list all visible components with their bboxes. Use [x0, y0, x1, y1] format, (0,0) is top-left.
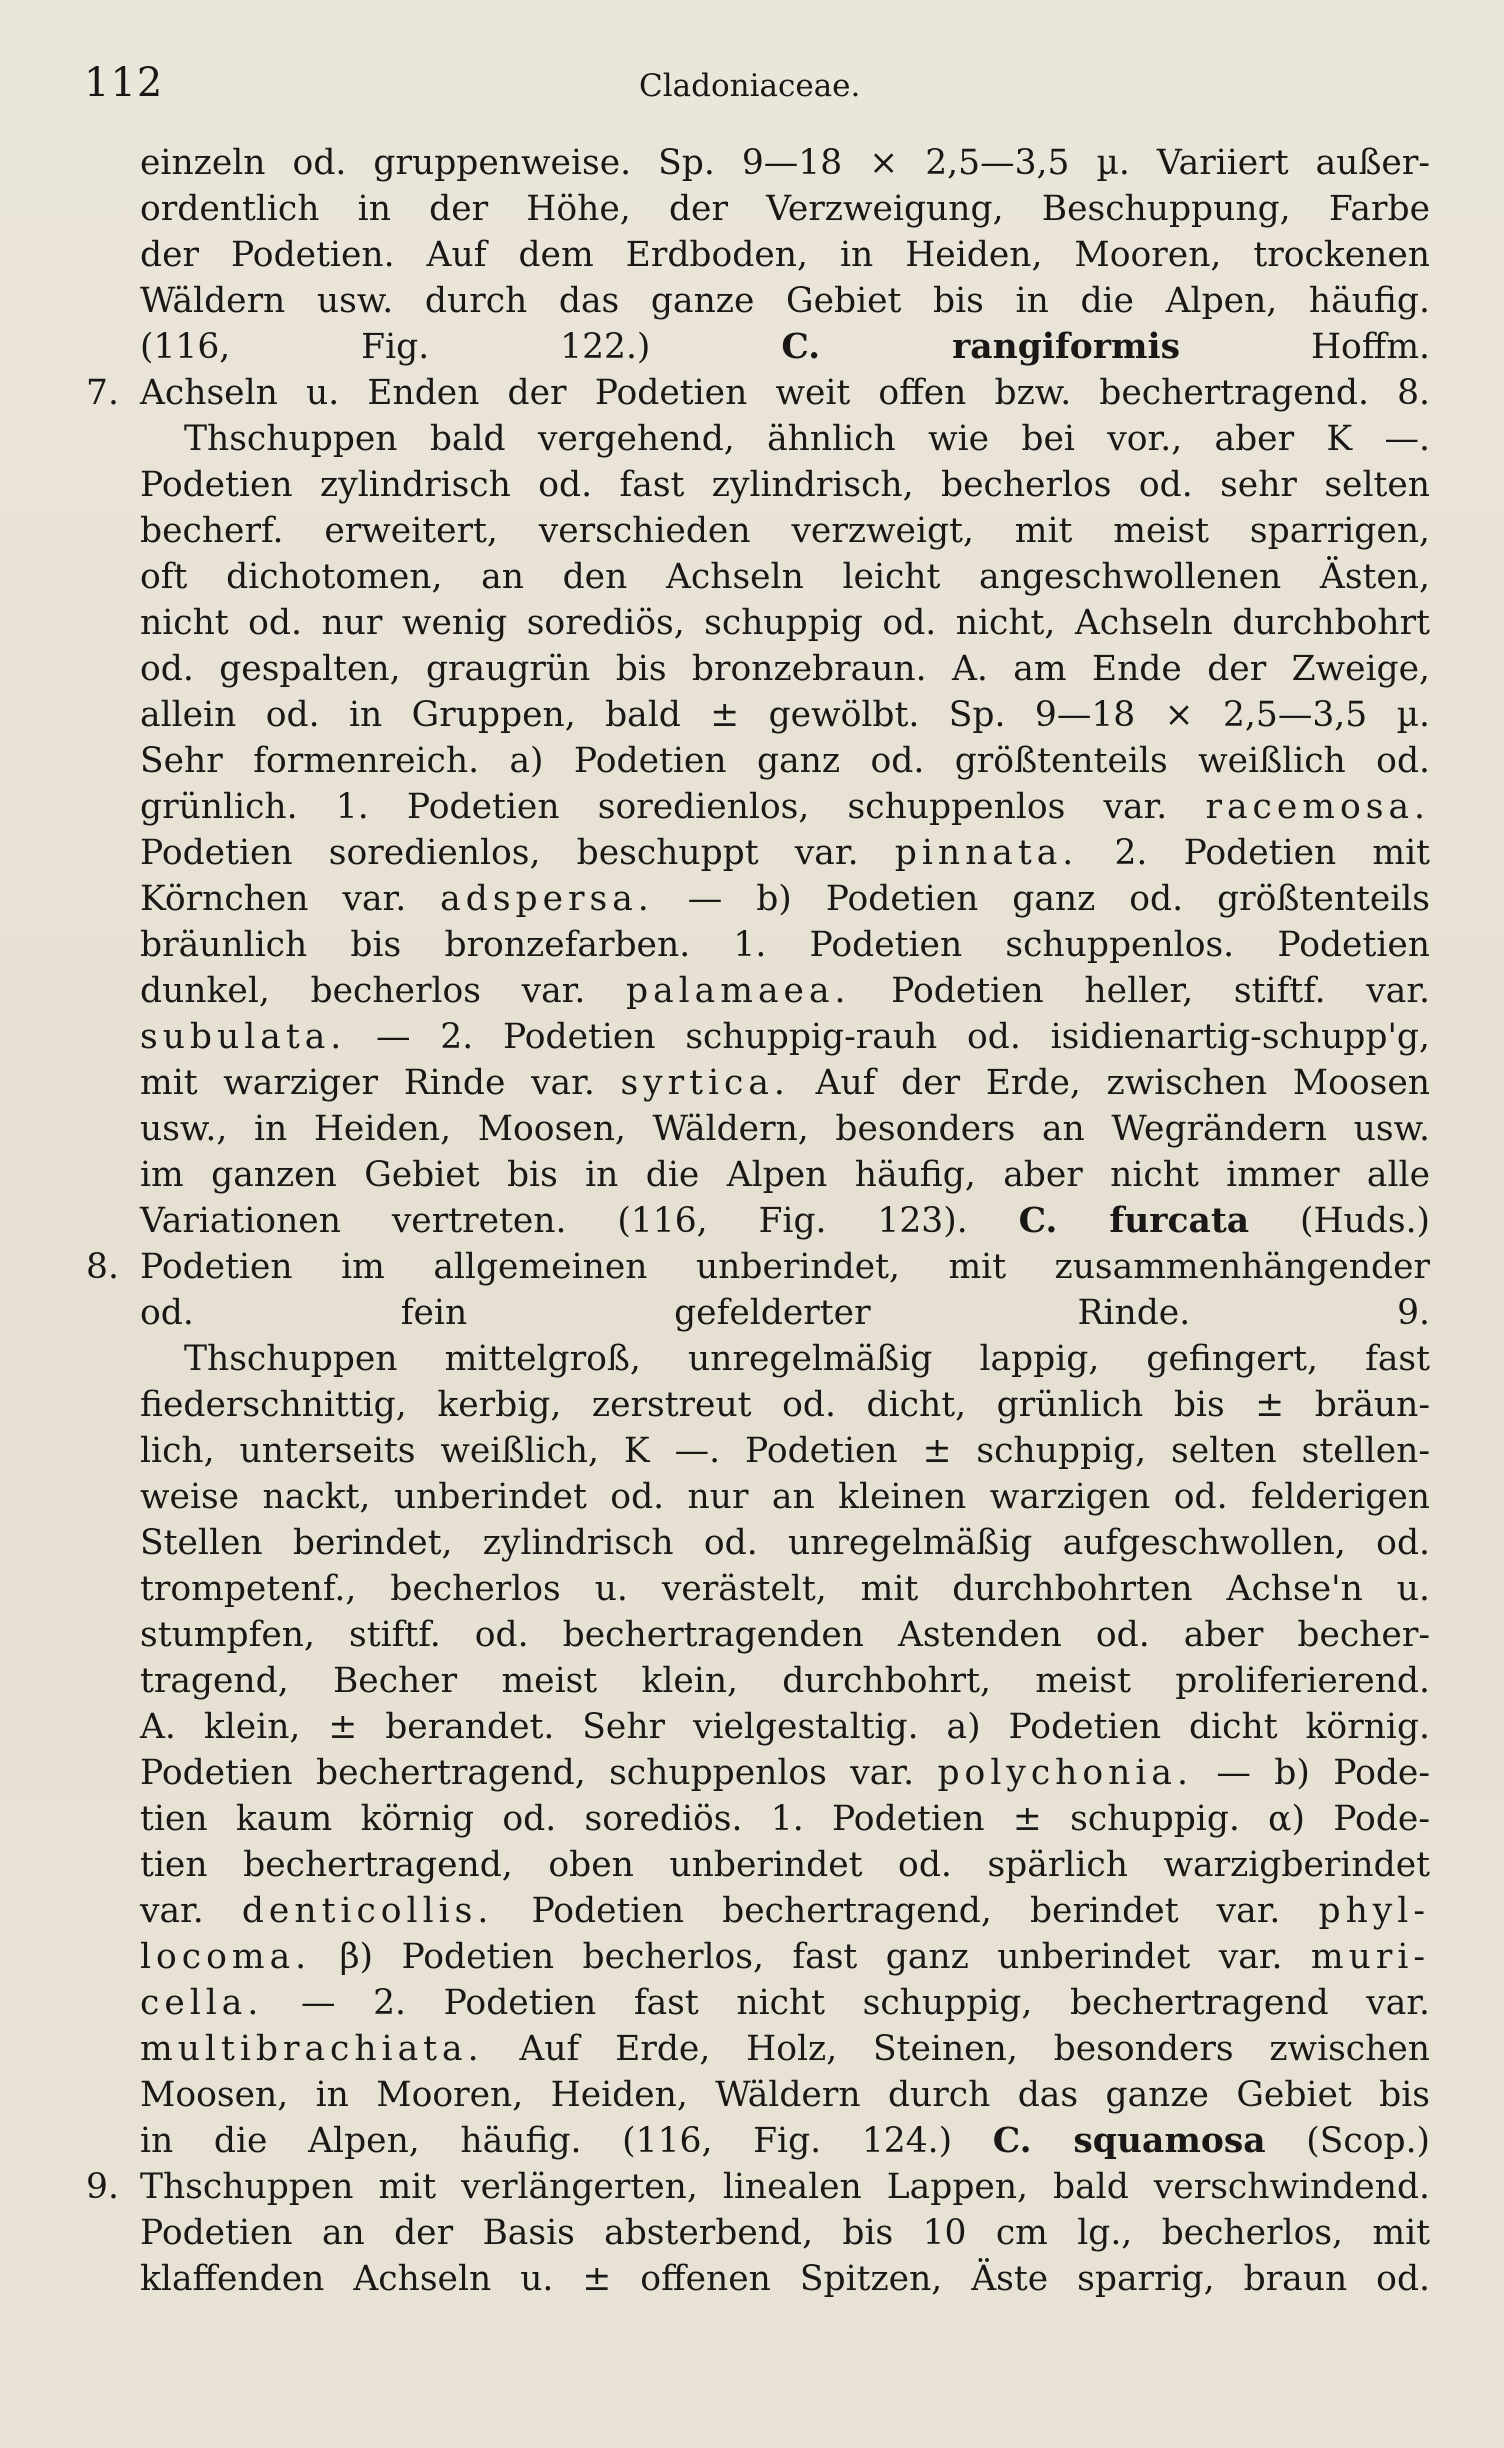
variety-name: denticollis.	[241, 1891, 494, 1931]
text-segment: — b) Podetien ganz od. größtenteils	[687, 879, 1431, 919]
text-line	[140, 1888, 1430, 1934]
variety-name: polychonia.	[937, 1753, 1193, 1793]
text-line: Thschuppen bald vergehend, ähnlich wie bei vor., aber K —.	[184, 419, 1430, 459]
text-segment: Variationen vertreten. (116, Fig. 123).	[140, 1201, 968, 1241]
text-line: Wäldern usw. durch das ganze Gebiet bis in die Alpen, häufig.	[140, 281, 1430, 321]
text-line	[140, 830, 1430, 876]
text-segment: — 2. Podetien fast nicht schuppig, bechertragend var.	[300, 1983, 1430, 2023]
text-segment: Thschuppen mit verlängerten, linealen Lappen, bald verschwindend.	[140, 2167, 1430, 2207]
text-segment: Podetien bechertragend, schuppenlos var.	[140, 1753, 915, 1793]
text-segment: var.	[140, 1891, 204, 1931]
variety-name: cella.	[140, 1983, 264, 2023]
text-line: tien kaum körnig od. sorediös. 1. Podetien ± schuppig. α) Pode-	[140, 1799, 1430, 1839]
text-line: nicht od. nur wenig sorediös, schuppig od. nicht, Achseln durchbohrt	[140, 603, 1430, 643]
text-line: fiederschnittig, kerbig, zerstreut od. dicht, grünlich bis ± bräun-	[140, 1385, 1430, 1425]
text-line: im ganzen Gebiet bis in die Alpen häufig, aber nicht immer alle	[140, 1155, 1430, 1195]
text-segment: — b) Pode-	[1216, 1753, 1430, 1793]
text-line: usw., in Heiden, Moosen, Wäldern, besonders an Wegrändern usw.	[140, 1109, 1430, 1149]
author-name: (Scop.)	[1306, 2121, 1430, 2161]
key-number: 9.	[86, 2167, 119, 2207]
page-body	[86, 140, 1431, 2302]
text-line	[140, 1060, 1430, 1106]
text-line	[140, 1198, 1430, 1244]
text-segment: mit warziger Rinde var.	[140, 1063, 595, 1103]
species-name: C. furcata	[1018, 1201, 1250, 1241]
author-name: Hoffm.	[1310, 327, 1431, 367]
text-line	[140, 324, 1430, 370]
species-name: C. squamosa	[992, 2121, 1266, 2161]
text-line: einzeln od. gruppenweise. Sp. 9—18 × 2,5—3,5 µ. Variiert außer-	[140, 143, 1430, 183]
text-line: bräunlich bis bronzefarben. 1. Podetien schuppenlos. Podetien	[140, 925, 1430, 965]
text-line: od. gespalten, graugrün bis bronzebraun. A. am Ende der Zweige,	[140, 649, 1430, 689]
text-line	[140, 1934, 1430, 1980]
text-segment: od. fein gefelderter Rinde.	[140, 1293, 1191, 1333]
text-line: allein od. in Gruppen, bald ± gewölbt. Sp. 9—18 × 2,5—3,5 µ.	[140, 695, 1430, 735]
text-segment: Achseln u. Enden der Podetien weit offen bzw. bechertragend. 8.	[140, 373, 1430, 413]
key-line	[86, 370, 1430, 416]
text-line	[140, 784, 1430, 830]
text-line	[140, 876, 1430, 922]
text-segment: (116, Fig. 122.)	[140, 327, 651, 367]
variety-name: subulata.	[140, 1017, 347, 1057]
text-line	[140, 968, 1430, 1014]
page-header	[84, 60, 1414, 120]
text-line: tien bechertragend, oben unberindet od. spärlich warzigberindet	[140, 1845, 1430, 1885]
page-number: 112	[84, 60, 164, 106]
text-line	[140, 2026, 1430, 2072]
key-number: 7.	[86, 373, 119, 413]
text-line: Moosen, in Mooren, Heiden, Wäldern durch das ganze Gebiet bis	[140, 2075, 1430, 2115]
text-line: lich, unterseits weißlich, K —. Podetien ± schuppig, selten stellen-	[140, 1431, 1430, 1471]
variety-name: adspersa.	[440, 879, 654, 919]
text-line	[140, 1750, 1430, 1796]
key-number: 8.	[86, 1247, 119, 1287]
text-line	[140, 1980, 1430, 2026]
text-line: stumpfen, stiftf. od. bechertragenden Astenden od. aber becher-	[140, 1615, 1430, 1655]
text-segment: Körnchen var.	[140, 879, 407, 919]
text-segment: dunkel, becherlos var.	[140, 971, 586, 1011]
text-segment: Podetien bechertragend, berindet var.	[531, 1891, 1281, 1931]
text-line	[140, 1014, 1430, 1060]
text-segment: Auf Erde, Holz, Steinen, besonders zwischen	[519, 2029, 1430, 2069]
text-line: becherf. erweitert, verschieden verzweigt, mit meist sparrigen,	[140, 511, 1430, 551]
text-segment: Podetien heller, stiftf. var.	[891, 971, 1430, 1011]
species-name: C. rangiformis	[781, 327, 1181, 367]
key-reference: 9.	[1397, 1293, 1430, 1333]
text-line: ordentlich in der Höhe, der Verzweigung, Beschuppung, Farbe	[140, 189, 1430, 229]
text-segment: — 2. Podetien schuppig-rauh od. isidienartig-schupp'g,	[376, 1017, 1430, 1057]
text-segment: Podetien im allgemeinen unberindet, mit zusammenhängender	[140, 1247, 1430, 1287]
running-title: Cladoniaceae.	[639, 68, 861, 104]
variety-name: muri-	[1310, 1937, 1431, 1977]
author-name: (Huds.)	[1300, 1201, 1430, 1241]
variety-name: pinnata.	[894, 833, 1079, 873]
text-line: oft dichotomen, an den Achseln leicht angeschwollenen Ästen,	[140, 557, 1430, 597]
variety-name: locoma.	[140, 1937, 312, 1977]
text-line: weise nackt, unberindet od. nur an kleinen warzigen od. felderigen	[140, 1477, 1430, 1517]
text-segment: Auf der Erde, zwischen Moosen	[815, 1063, 1431, 1103]
text-line: trompetenf., becherlos u. verästelt, mit durchbohrten Achse'n u.	[140, 1569, 1430, 1609]
text-segment: 2. Podetien mit	[1114, 833, 1431, 873]
text-line	[140, 2118, 1430, 2164]
variety-name: syrtica.	[620, 1063, 790, 1103]
text-line: Sehr formenreich. a) Podetien ganz od. größtenteils weißlich od.	[140, 741, 1430, 781]
key-line	[86, 2164, 1430, 2210]
text-line	[140, 1290, 1430, 1336]
text-line: der Podetien. Auf dem Erdboden, in Heiden, Mooren, trockenen	[140, 235, 1430, 275]
text-line: tragend, Becher meist klein, durchbohrt, meist proliferierend.	[140, 1661, 1430, 1701]
text-line: A. klein, ± berandet. Sehr vielgestaltig. a) Podetien dicht körnig.	[140, 1707, 1430, 1747]
key-line	[86, 1244, 1430, 1290]
text-segment: β) Podetien becherlos, fast ganz unberindet var.	[339, 1937, 1283, 1977]
text-segment: grünlich. 1. Podetien soredienlos, schuppenlos var.	[140, 787, 1168, 827]
text-line: Podetien an der Basis absterbend, bis 10 cm lg., becherlos, mit	[140, 2213, 1430, 2253]
variety-name: racemosa.	[1205, 787, 1430, 827]
variety-name: palamaea.	[626, 971, 851, 1011]
text-line: Thschuppen mittelgroß, unregelmäßig lappig, gefingert, fast	[184, 1339, 1430, 1379]
variety-name: multibrachiata.	[140, 2029, 484, 2069]
text-line: klaffenden Achseln u. ± offenen Spitzen, Äste sparrig, braun od.	[140, 2259, 1430, 2299]
variety-name: phyl-	[1318, 1891, 1430, 1931]
text-segment: in die Alpen, häufig. (116, Fig. 124.)	[140, 2121, 953, 2161]
text-segment: Podetien soredienlos, beschuppt var.	[140, 833, 859, 873]
text-line: Stellen berindet, zylindrisch od. unregelmäßig aufgeschwollen, od.	[140, 1523, 1430, 1563]
text-line: Podetien zylindrisch od. fast zylindrisch, becherlos od. sehr selten	[140, 465, 1430, 505]
